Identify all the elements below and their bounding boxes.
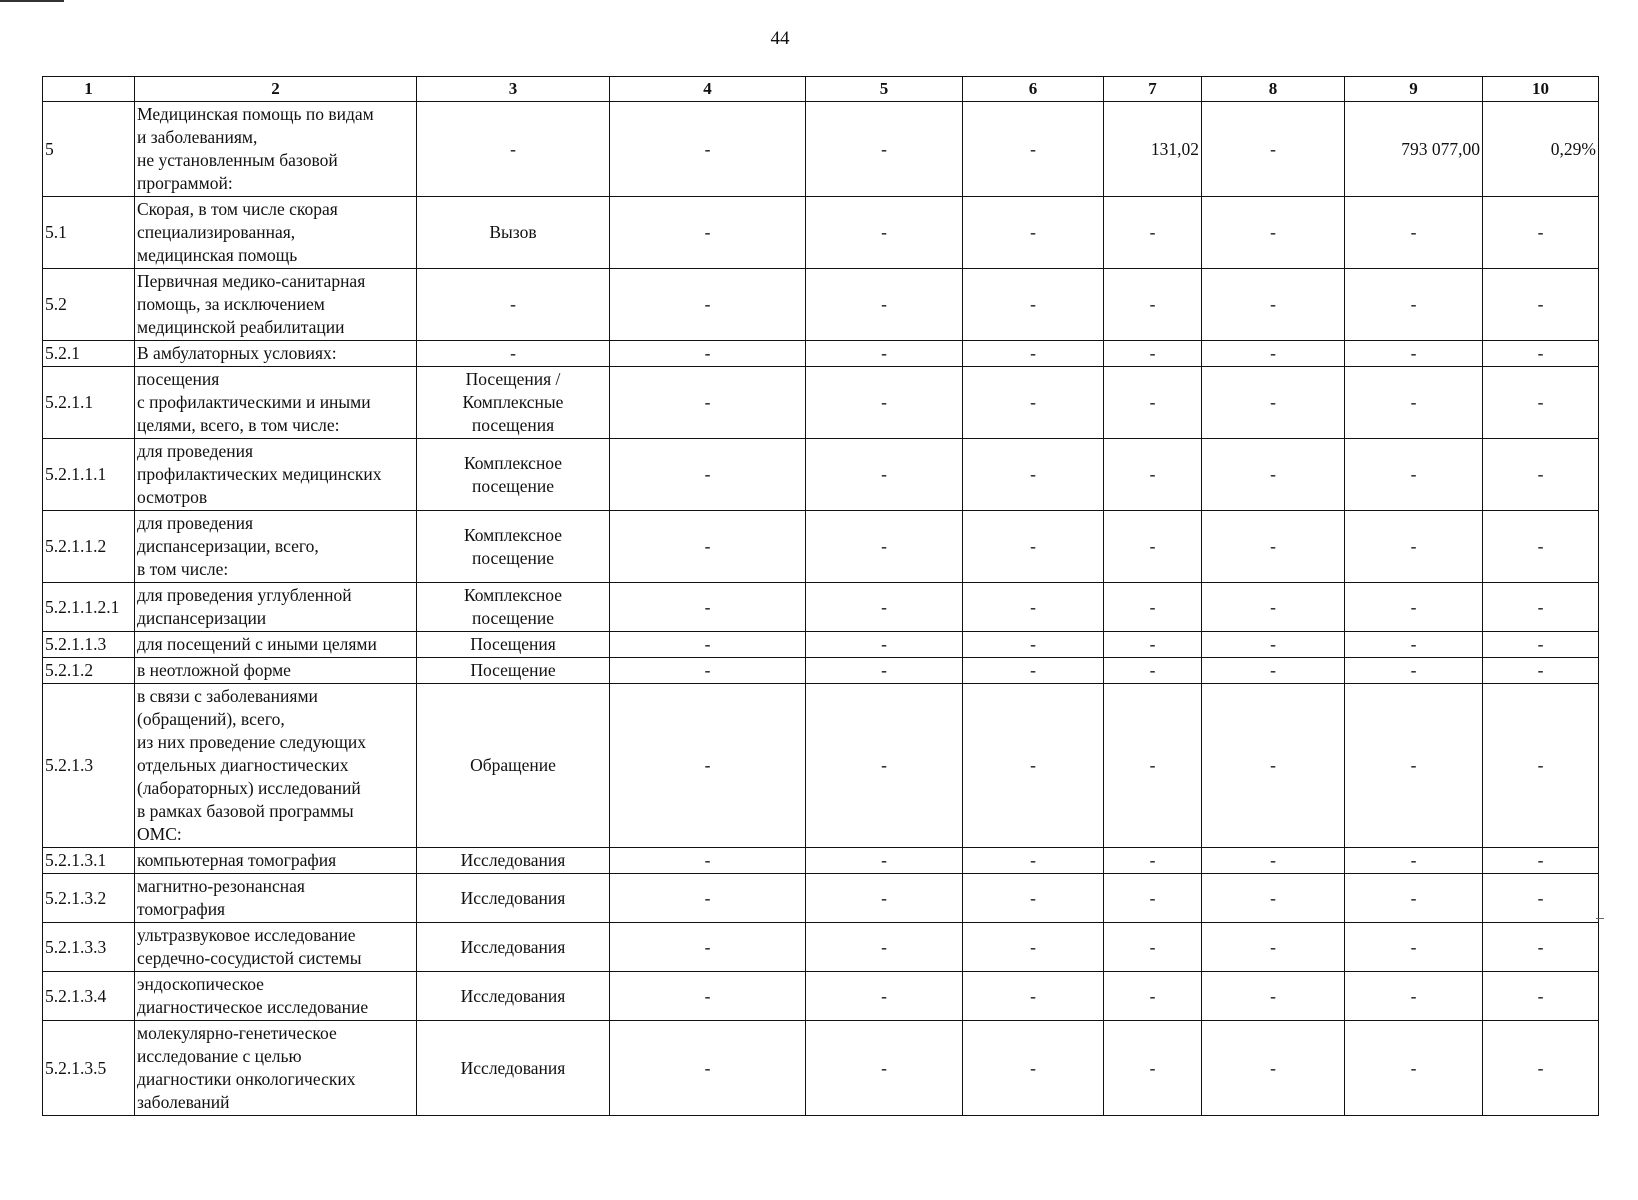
header-cell: 10: [1483, 77, 1599, 102]
data-table: [42, 76, 1599, 1116]
cell-col-5: -: [806, 1021, 963, 1116]
cell-col-9: -: [1345, 848, 1483, 874]
row-code: 5.2: [43, 269, 135, 341]
row-code: 5.2.1.3: [43, 684, 135, 848]
cell-col-9: -: [1345, 684, 1483, 848]
row-code: 5.2.1.3.3: [43, 923, 135, 972]
row-code: 5.2.1.3.4: [43, 972, 135, 1021]
cell-col-8: -: [1202, 972, 1345, 1021]
cell-col-6: -: [963, 684, 1104, 848]
cell-col-10: -: [1483, 583, 1599, 632]
cell-col-8: -: [1202, 848, 1345, 874]
table-row: [43, 632, 1599, 658]
cell-col-4: -: [610, 367, 806, 439]
cell-col-9: -: [1345, 439, 1483, 511]
cell-col-7: -: [1104, 439, 1202, 511]
row-unit: Посещения / Комплексные посещения: [417, 367, 610, 439]
cell-col-4: -: [610, 874, 806, 923]
table-row: [43, 658, 1599, 684]
row-name: Медицинская помощь по видам и заболеваниям, не установленным базовой программой:: [135, 102, 417, 197]
header-cell: 1: [43, 77, 135, 102]
row-unit: Комплексное посещение: [417, 439, 610, 511]
cell-col-9: -: [1345, 511, 1483, 583]
cell-col-5: -: [806, 197, 963, 269]
cell-col-4: -: [610, 439, 806, 511]
cell-col-6: -: [963, 1021, 1104, 1116]
cell-col-9: -: [1345, 658, 1483, 684]
cell-col-4: -: [610, 269, 806, 341]
cell-col-7: -: [1104, 658, 1202, 684]
corner-mark: [0, 0, 64, 2]
table-row: [43, 1021, 1599, 1116]
cell-col-6: -: [963, 269, 1104, 341]
cell-col-5: -: [806, 658, 963, 684]
cell-col-7: -: [1104, 367, 1202, 439]
cell-col-9: -: [1345, 341, 1483, 367]
cell-col-7: 131,02: [1104, 102, 1202, 197]
cell-col-8: -: [1202, 367, 1345, 439]
cell-col-6: -: [963, 583, 1104, 632]
row-unit: -: [417, 269, 610, 341]
row-name: ультразвуковое исследование сердечно-сосудистой системы: [135, 923, 417, 972]
row-unit: Исследования: [417, 1021, 610, 1116]
cell-col-7: -: [1104, 511, 1202, 583]
row-name: для проведения диспансеризации, всего, в том числе:: [135, 511, 417, 583]
header-cell: 4: [610, 77, 806, 102]
cell-col-7: -: [1104, 848, 1202, 874]
scan-artifact: [1596, 918, 1604, 919]
cell-col-8: -: [1202, 341, 1345, 367]
table-row: [43, 341, 1599, 367]
cell-col-7: -: [1104, 1021, 1202, 1116]
cell-col-6: -: [963, 511, 1104, 583]
table-header-row: [43, 77, 1599, 102]
row-code: 5.2.1.3.1: [43, 848, 135, 874]
row-code: 5.2.1: [43, 341, 135, 367]
cell-col-10: -: [1483, 972, 1599, 1021]
cell-col-8: -: [1202, 511, 1345, 583]
cell-col-10: -: [1483, 197, 1599, 269]
data-table-container: [42, 76, 1598, 1116]
cell-col-4: -: [610, 583, 806, 632]
cell-col-6: -: [963, 658, 1104, 684]
cell-col-7: -: [1104, 583, 1202, 632]
cell-col-10: -: [1483, 1021, 1599, 1116]
cell-col-7: -: [1104, 684, 1202, 848]
row-unit: Посещение: [417, 658, 610, 684]
cell-col-10: -: [1483, 511, 1599, 583]
cell-col-4: -: [610, 658, 806, 684]
row-unit: Обращение: [417, 684, 610, 848]
cell-col-6: -: [963, 439, 1104, 511]
table-row: [43, 923, 1599, 972]
table-row: [43, 848, 1599, 874]
cell-col-4: -: [610, 923, 806, 972]
cell-col-8: -: [1202, 269, 1345, 341]
table-row: [43, 972, 1599, 1021]
row-name: посещения с профилактическими и иными целями, всего, в том числе:: [135, 367, 417, 439]
table-row: [43, 874, 1599, 923]
cell-col-9: -: [1345, 632, 1483, 658]
cell-col-6: -: [963, 848, 1104, 874]
cell-col-10: -: [1483, 269, 1599, 341]
row-name: магнитно-резонансная томография: [135, 874, 417, 923]
cell-col-9: -: [1345, 874, 1483, 923]
cell-col-7: -: [1104, 632, 1202, 658]
cell-col-10: -: [1483, 874, 1599, 923]
cell-col-8: -: [1202, 684, 1345, 848]
cell-col-5: -: [806, 972, 963, 1021]
header-cell: 7: [1104, 77, 1202, 102]
cell-col-5: -: [806, 923, 963, 972]
cell-col-8: -: [1202, 1021, 1345, 1116]
row-code: 5.2.1.1.2: [43, 511, 135, 583]
row-code: 5.2.1.1.3: [43, 632, 135, 658]
header-cell: 5: [806, 77, 963, 102]
row-name: для проведения профилактических медицинских осмотров: [135, 439, 417, 511]
cell-col-6: -: [963, 102, 1104, 197]
cell-col-5: -: [806, 632, 963, 658]
cell-col-4: -: [610, 102, 806, 197]
cell-col-6: -: [963, 197, 1104, 269]
cell-col-6: -: [963, 632, 1104, 658]
row-unit: Исследования: [417, 848, 610, 874]
cell-col-9: -: [1345, 269, 1483, 341]
cell-col-7: -: [1104, 874, 1202, 923]
cell-col-9: 793 077,00: [1345, 102, 1483, 197]
cell-col-5: -: [806, 341, 963, 367]
row-name: в неотложной форме: [135, 658, 417, 684]
cell-col-10: -: [1483, 923, 1599, 972]
row-name: в связи с заболеваниями (обращений), всего, из них проведение следующих отдельных диагностических (лабораторных) исследований в рамках базовой программы ОМС:: [135, 684, 417, 848]
cell-col-5: -: [806, 269, 963, 341]
table-row: [43, 684, 1599, 848]
cell-col-4: -: [610, 197, 806, 269]
row-code: 5.1: [43, 197, 135, 269]
row-code: 5.2.1.3.5: [43, 1021, 135, 1116]
page-number: 44: [770, 28, 790, 49]
cell-col-8: -: [1202, 197, 1345, 269]
row-name: В амбулаторных условиях:: [135, 341, 417, 367]
row-code: 5.2.1.3.2: [43, 874, 135, 923]
cell-col-5: -: [806, 684, 963, 848]
table-row: [43, 367, 1599, 439]
table-body: [43, 102, 1599, 1116]
cell-col-4: -: [610, 972, 806, 1021]
row-unit: Посещения: [417, 632, 610, 658]
cell-col-4: -: [610, 341, 806, 367]
cell-col-10: -: [1483, 341, 1599, 367]
table-row: [43, 102, 1599, 197]
cell-col-8: -: [1202, 632, 1345, 658]
cell-col-5: -: [806, 583, 963, 632]
cell-col-8: -: [1202, 658, 1345, 684]
cell-col-8: -: [1202, 583, 1345, 632]
table-row: [43, 511, 1599, 583]
row-code: 5: [43, 102, 135, 197]
cell-col-7: -: [1104, 341, 1202, 367]
row-unit: Комплексное посещение: [417, 583, 610, 632]
cell-col-6: -: [963, 367, 1104, 439]
row-code: 5.2.1.1.2.1: [43, 583, 135, 632]
table-row: [43, 583, 1599, 632]
cell-col-8: -: [1202, 923, 1345, 972]
table-row: [43, 269, 1599, 341]
cell-col-4: -: [610, 684, 806, 848]
cell-col-9: -: [1345, 197, 1483, 269]
table-row: [43, 439, 1599, 511]
cell-col-8: -: [1202, 102, 1345, 197]
cell-col-6: -: [963, 972, 1104, 1021]
cell-col-10: -: [1483, 439, 1599, 511]
cell-col-5: -: [806, 874, 963, 923]
cell-col-5: -: [806, 848, 963, 874]
row-code: 5.2.1.2: [43, 658, 135, 684]
cell-col-4: -: [610, 848, 806, 874]
cell-col-7: -: [1104, 269, 1202, 341]
cell-col-10: -: [1483, 658, 1599, 684]
row-name: компьютерная томография: [135, 848, 417, 874]
row-unit: Комплексное посещение: [417, 511, 610, 583]
cell-col-7: -: [1104, 972, 1202, 1021]
cell-col-5: -: [806, 439, 963, 511]
cell-col-4: -: [610, 1021, 806, 1116]
cell-col-5: -: [806, 367, 963, 439]
header-cell: 2: [135, 77, 417, 102]
row-unit: -: [417, 102, 610, 197]
cell-col-6: -: [963, 341, 1104, 367]
row-unit: -: [417, 341, 610, 367]
cell-col-10: 0,29%: [1483, 102, 1599, 197]
row-unit: Исследования: [417, 874, 610, 923]
cell-col-8: -: [1202, 874, 1345, 923]
cell-col-7: -: [1104, 923, 1202, 972]
cell-col-8: -: [1202, 439, 1345, 511]
row-unit: Исследования: [417, 972, 610, 1021]
cell-col-5: -: [806, 511, 963, 583]
cell-col-9: -: [1345, 923, 1483, 972]
cell-col-10: -: [1483, 367, 1599, 439]
header-cell: 8: [1202, 77, 1345, 102]
row-name: для проведения углубленной диспансеризации: [135, 583, 417, 632]
cell-col-6: -: [963, 923, 1104, 972]
cell-col-10: -: [1483, 848, 1599, 874]
cell-col-9: -: [1345, 583, 1483, 632]
row-code: 5.2.1.1: [43, 367, 135, 439]
cell-col-9: -: [1345, 367, 1483, 439]
row-unit: Исследования: [417, 923, 610, 972]
cell-col-10: -: [1483, 632, 1599, 658]
row-unit: Вызов: [417, 197, 610, 269]
row-code: 5.2.1.1.1: [43, 439, 135, 511]
cell-col-9: -: [1345, 972, 1483, 1021]
header-cell: 6: [963, 77, 1104, 102]
cell-col-6: -: [963, 874, 1104, 923]
cell-col-4: -: [610, 511, 806, 583]
cell-col-5: -: [806, 102, 963, 197]
row-name: молекулярно-генетическое исследование с целью диагностики онкологических заболеваний: [135, 1021, 417, 1116]
table-row: [43, 197, 1599, 269]
row-name: Первичная медико-санитарная помощь, за исключением медицинской реабилитации: [135, 269, 417, 341]
header-cell: 3: [417, 77, 610, 102]
row-name: Скорая, в том числе скорая специализированная, медицинская помощь: [135, 197, 417, 269]
cell-col-10: -: [1483, 684, 1599, 848]
row-name: эндоскопическое диагностическое исследование: [135, 972, 417, 1021]
cell-col-4: -: [610, 632, 806, 658]
cell-col-9: -: [1345, 1021, 1483, 1116]
cell-col-7: -: [1104, 197, 1202, 269]
row-name: для посещений с иными целями: [135, 632, 417, 658]
header-cell: 9: [1345, 77, 1483, 102]
